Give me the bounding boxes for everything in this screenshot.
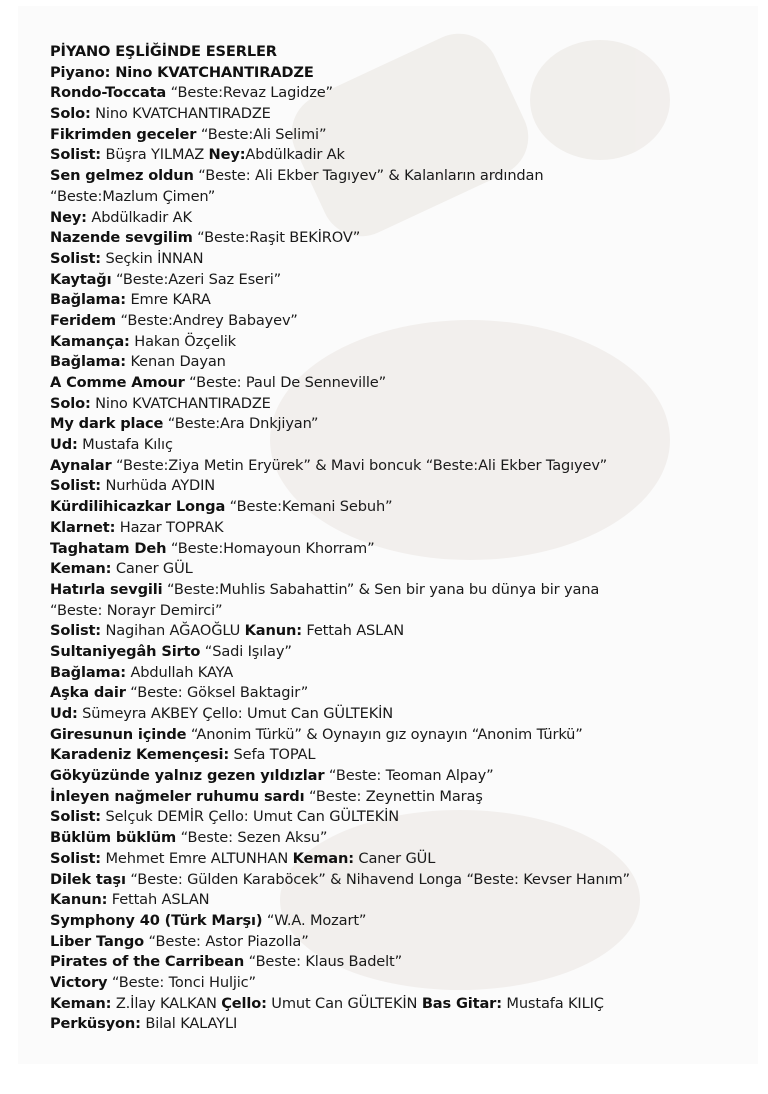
bold-label: Karadeniz Kemençesi: bbox=[50, 746, 230, 764]
line-text: Emre KARA bbox=[125, 291, 211, 309]
program-line bbox=[50, 683, 750, 704]
line-text: “Beste:Homayoun Khorram” bbox=[166, 539, 375, 557]
program-line bbox=[50, 352, 750, 373]
bold-label: Sen gelmez oldun bbox=[50, 167, 194, 185]
line-text: Hazar TOPRAK bbox=[115, 518, 224, 536]
line-text: Sefa TOPAL bbox=[229, 746, 316, 764]
line-text: “Anonim Türkü” & Oynayın gız oynayın “Anonim Türkü” bbox=[186, 725, 583, 743]
bold-label: Solo: bbox=[50, 105, 91, 123]
line-text: “Beste:Raşit BEKİROV” bbox=[192, 229, 361, 247]
program-line bbox=[50, 621, 750, 642]
line-text: Umut Can GÜLTEKİN bbox=[266, 994, 422, 1012]
bold-label: Perküsyon: bbox=[50, 1015, 141, 1033]
program-line bbox=[50, 952, 750, 973]
line-text: Büşra YILMAZ bbox=[101, 146, 209, 164]
line-text: “W.A. Mozart” bbox=[262, 911, 367, 929]
line-text: “Beste: Astor Piazolla” bbox=[144, 932, 309, 950]
program-line bbox=[50, 394, 750, 415]
bold-label: Liber Tango bbox=[50, 932, 145, 950]
line-text: “Sadi Işılay” bbox=[200, 642, 292, 660]
program-line bbox=[50, 559, 750, 580]
line-text: Caner GÜL bbox=[111, 560, 193, 578]
program-line bbox=[50, 414, 750, 435]
line-text: “Beste:Ziya Metin Eryürek” & Mavi boncuk “Beste:Ali Ekber Tagıyev” bbox=[111, 456, 607, 474]
bold-label: Solist: bbox=[50, 808, 101, 826]
bold-label: Ney: bbox=[208, 146, 246, 164]
program-line bbox=[50, 290, 750, 311]
bold-label: Aşka dair bbox=[50, 684, 126, 702]
program-line bbox=[50, 642, 750, 663]
program-line bbox=[50, 870, 750, 891]
line-text: Abdülkadir AK bbox=[86, 208, 192, 226]
line-text: “Beste: Gülden Karaböcek” & Nihavend Longa “Beste: Kevser Hanım” bbox=[125, 870, 630, 888]
program-line bbox=[50, 63, 750, 84]
bold-label: Çello: bbox=[221, 994, 267, 1012]
bold-label: PİYANO EŞLİĞİNDE ESERLER bbox=[50, 43, 277, 60]
bold-label: Kanun: bbox=[244, 622, 302, 640]
program-line bbox=[50, 104, 750, 125]
line-text: “Beste:Ali Selimi” bbox=[196, 125, 327, 143]
line-text: Fettah ASLAN bbox=[301, 622, 405, 640]
bold-label: Bağlama: bbox=[50, 291, 126, 309]
line-text: Nino KVATCHANTIRADZE bbox=[90, 105, 271, 123]
program-line bbox=[50, 270, 750, 291]
line-text: Fettah ASLAN bbox=[107, 891, 210, 909]
program-line bbox=[50, 228, 750, 249]
bold-label: Sultaniyegâh Sirto bbox=[50, 642, 201, 660]
line-text: Sümeyra AKBEY Çello: Umut Can GÜLTEKİN bbox=[77, 705, 394, 722]
line-text: “Beste:Kemani Sebuh” bbox=[225, 498, 393, 516]
program-line bbox=[50, 725, 750, 746]
program-line bbox=[50, 249, 750, 270]
program-line bbox=[50, 787, 750, 808]
bold-label: Kanun: bbox=[50, 891, 108, 909]
section-title bbox=[50, 42, 750, 63]
program-list bbox=[50, 42, 750, 1035]
program-line bbox=[50, 166, 750, 187]
line-text: “Beste: Paul De Senneville” bbox=[184, 374, 387, 391]
bold-label: Solist: bbox=[50, 622, 101, 640]
program-line bbox=[50, 807, 750, 828]
program-line bbox=[50, 601, 750, 622]
bold-label: Keman: bbox=[50, 994, 112, 1012]
program-line bbox=[50, 911, 750, 932]
bold-label: Rondo-Toccata bbox=[50, 84, 167, 102]
program-line bbox=[50, 145, 750, 166]
bold-label: Pirates of the Carribean bbox=[50, 953, 245, 971]
line-text: Mustafa KILIÇ bbox=[501, 994, 604, 1012]
bold-label: Bas Gitar: bbox=[421, 994, 502, 1012]
program-line bbox=[50, 539, 750, 560]
line-text: Abdullah KAYA bbox=[125, 663, 234, 681]
program-line bbox=[50, 518, 750, 539]
bold-label: Feridem bbox=[50, 311, 116, 329]
line-text: Nurhüda AYDIN bbox=[101, 477, 216, 495]
bold-label: Solist: bbox=[50, 249, 101, 267]
bold-label: Bağlama: bbox=[50, 353, 126, 371]
program-line bbox=[50, 994, 750, 1015]
line-text: Abdülkadir Ak bbox=[245, 146, 345, 164]
bold-label: Ud: bbox=[50, 436, 78, 454]
bold-label: Gökyüzünde yalnız gezen yıldızlar bbox=[50, 767, 325, 785]
line-text: “Beste: Norayr Demirci” bbox=[50, 601, 223, 619]
bold-label: Hatırla sevgili bbox=[50, 580, 163, 598]
bold-label: Victory bbox=[50, 973, 108, 991]
bold-label: Ney: bbox=[50, 208, 87, 226]
program-line bbox=[50, 890, 750, 911]
program-line bbox=[50, 745, 750, 766]
program-line bbox=[50, 932, 750, 953]
bold-label: Dilek taşı bbox=[50, 870, 126, 888]
program-line bbox=[50, 663, 750, 684]
bold-label: İnleyen nağmeler ruhumu sardı bbox=[50, 787, 305, 805]
program-line bbox=[50, 187, 750, 208]
bold-label: A Comme Amour bbox=[50, 374, 185, 391]
line-text: “Beste: Sezen Aksu” bbox=[176, 829, 328, 847]
line-text: “Beste: Göksel Baktagir” bbox=[125, 684, 309, 702]
line-text: “Beste: Klaus Badelt” bbox=[244, 953, 403, 971]
line-text: “Beste:Andrey Babayev” bbox=[115, 311, 298, 329]
program-line bbox=[50, 435, 750, 456]
program-line bbox=[50, 580, 750, 601]
bold-label: Solist: bbox=[50, 477, 101, 495]
bold-label: Piyano: Nino KVATCHANTIRADZE bbox=[50, 63, 314, 81]
bold-label: Kaytağı bbox=[50, 270, 112, 288]
bold-label: Ud: bbox=[50, 705, 78, 722]
bold-label: Kamança: bbox=[50, 332, 130, 350]
program-line bbox=[50, 208, 750, 229]
program-line bbox=[50, 125, 750, 146]
bold-label: Symphony 40 (Türk Marşı) bbox=[50, 911, 263, 929]
line-text: Nagihan AĞAOĞLU bbox=[101, 622, 245, 640]
line-text: “Beste: Tonci Huljic” bbox=[107, 973, 256, 991]
bold-label: My dark place bbox=[50, 415, 164, 433]
bold-label: Fikrimden geceler bbox=[50, 125, 197, 143]
program-line bbox=[50, 828, 750, 849]
line-text: Bilal KALAYLI bbox=[140, 1015, 238, 1033]
bold-label: Solo: bbox=[50, 394, 91, 412]
program-line bbox=[50, 83, 750, 104]
line-text: “Beste:Ara Dnkjiyan” bbox=[163, 415, 319, 433]
program-line bbox=[50, 373, 750, 394]
line-text: Z.İlay KALKAN bbox=[111, 994, 222, 1012]
line-text: “Beste:Mazlum Çimen” bbox=[50, 187, 216, 205]
line-text: Kenan Dayan bbox=[125, 353, 226, 371]
bold-label: Solist: bbox=[50, 849, 101, 867]
line-text: Caner GÜL bbox=[353, 849, 436, 867]
line-text: “Beste:Azeri Saz Eseri” bbox=[111, 270, 282, 288]
line-text: “Beste:Revaz Lagidze” bbox=[166, 84, 333, 102]
bold-label: Büklüm büklüm bbox=[50, 829, 177, 847]
program-line bbox=[50, 704, 750, 725]
program-line bbox=[50, 332, 750, 353]
program-line bbox=[50, 849, 750, 870]
program-line bbox=[50, 476, 750, 497]
line-text: Seçkin İNNAN bbox=[101, 249, 204, 267]
bold-label: Keman: bbox=[50, 560, 112, 578]
line-text: “Beste: Zeynettin Maraş bbox=[304, 787, 483, 805]
line-text: Nino KVATCHANTIRADZE bbox=[90, 394, 271, 412]
line-text: “Beste: Ali Ekber Tagıyev” & Kalanların ardından bbox=[193, 167, 544, 185]
line-text: Hakan Özçelik bbox=[129, 332, 236, 350]
bold-label: Keman: bbox=[292, 849, 354, 867]
program-line bbox=[50, 766, 750, 787]
program-line bbox=[50, 497, 750, 518]
bold-label: Nazende sevgilim bbox=[50, 229, 193, 247]
bold-label: Taghatam Deh bbox=[50, 539, 167, 557]
line-text: Mehmet Emre ALTUNHAN bbox=[101, 849, 293, 867]
bold-label: Aynalar bbox=[50, 456, 112, 474]
bold-label: Giresunun içinde bbox=[50, 725, 187, 743]
bold-label: Solist: bbox=[50, 146, 101, 164]
program-line bbox=[50, 973, 750, 994]
line-text: “Beste:Muhlis Sabahattin” & Sen bir yana bu dünya bir yana bbox=[162, 580, 600, 598]
program-line bbox=[50, 456, 750, 477]
program-line bbox=[50, 311, 750, 332]
line-text: “Beste: Teoman Alpay” bbox=[324, 767, 494, 785]
line-text: Selçuk DEMİR Çello: Umut Can GÜLTEKİN bbox=[101, 808, 400, 826]
bold-label: Kürdilihicazkar Longa bbox=[50, 498, 226, 516]
bold-label: Bağlama: bbox=[50, 663, 126, 681]
line-text: Mustafa Kılıç bbox=[77, 436, 173, 454]
bold-label: Klarnet: bbox=[50, 518, 116, 536]
program-line bbox=[50, 1014, 750, 1035]
